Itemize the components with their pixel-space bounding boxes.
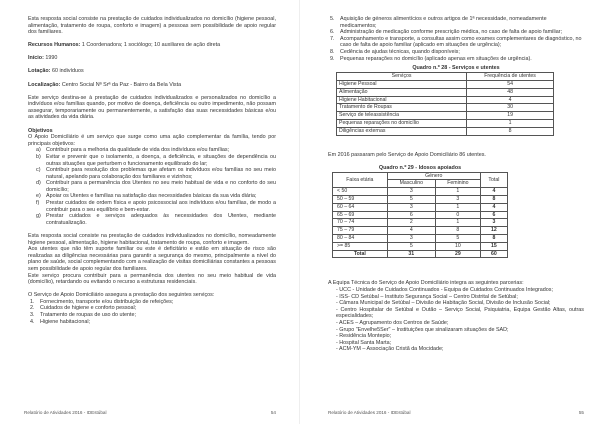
table-total-row: Total 31 29 60 bbox=[333, 250, 508, 258]
table-row: 75 – 79 4 8 12 bbox=[333, 227, 508, 235]
column-header: Feminino bbox=[435, 180, 480, 188]
table-row: Tratamento de Roupas 30 bbox=[337, 104, 554, 112]
services-list-right bbox=[328, 16, 584, 62]
list-item: - UCC - Unidade de Cuidados Continuados - Equipa de Cuidados Continuados Integrados; bbox=[336, 286, 553, 293]
page-footer-left bbox=[24, 410, 276, 415]
partners-intro: A Equipa Técnica do Serviço de Apoio Domiciliário integra as seguintes parcerias: bbox=[328, 280, 524, 287]
table-header-row bbox=[333, 172, 508, 180]
column-header: Masculino bbox=[387, 180, 435, 188]
list-item: 2. Cuidados de higiene e conforto pessoal; bbox=[30, 305, 137, 312]
list-item: c) Contribuir para resolução dos problemas que afetam os indivíduos e/ou famílias no seu meio natural, apelando para colaboração dos familiares e vizinhos; bbox=[36, 167, 276, 180]
start-line bbox=[28, 55, 276, 62]
list-item: - Residência Montepio; bbox=[336, 333, 392, 340]
list-item: - ISS- CD Setúbal – Instituto Segurança Social – Centro Distrital de Setúbal; bbox=[336, 293, 518, 300]
services-table bbox=[336, 72, 554, 135]
capacity-value: 60 indivíduos bbox=[50, 68, 84, 75]
list-item: 8. Cedência de ajudas técnicas, quando disponíveis; bbox=[330, 48, 460, 55]
table-row: 65 – 69 6 0 6 bbox=[333, 211, 508, 219]
services-list-left bbox=[28, 299, 276, 325]
list-item: 5. Aquisição de géneros alimentícios e outros artigos de 1ª necessidade, nomeadamente medicamentos; bbox=[330, 16, 547, 29]
start-value: 1990 bbox=[43, 55, 58, 62]
table-row: 60 – 64 3 1 4 bbox=[333, 203, 508, 211]
location-value: Centro Social Nª Srª da Paz - Bairro da Bela Vista bbox=[60, 81, 182, 88]
list-item: g) Prestar cuidados e serviços adequados às necessidades dos Utentes, mediante contratualização. bbox=[36, 213, 276, 226]
capacity-label: Lotação: bbox=[28, 68, 51, 75]
list-item: - Câmara Municipal de Setúbal – Divisão de Habitação Social, Divisão de Inclusão Social; bbox=[336, 300, 551, 307]
list-item: a) Contribuir para a melhoria da qualidade de vida dos indivíduos e/ou famílias; bbox=[36, 147, 230, 154]
human-resources-line bbox=[28, 42, 276, 49]
table-row: 80 – 84 3 5 8 bbox=[333, 235, 508, 243]
table-row: Higiene Habitacional 4 bbox=[337, 96, 554, 104]
start-label: Início: bbox=[28, 55, 44, 62]
column-header: Serviços bbox=[337, 73, 467, 81]
table-row: 70 – 74 2 1 3 bbox=[333, 219, 508, 227]
page-right bbox=[300, 0, 600, 424]
permanence-paragraph: Este serviço procura contribuir para a permanência dos utentes no seu meio habitual de vida (domicílio), retardando ou evitando o recurso a estruturas residenciais. bbox=[28, 272, 276, 286]
column-header: Faixa etária bbox=[333, 172, 388, 188]
list-item: 9. Pequenas reparações no domicílio (aplicado apenas em situações de urgência). bbox=[330, 55, 532, 62]
human-resources-value: 1 Coordenadora; 1 sociólogo; 10 auxiliares de ação direta bbox=[80, 42, 221, 49]
list-item: f) Prestar cuidados de ordem física e apoio psicossocial aos indivíduos e/ou famílias, de modo a contribuir para o seu equilíbrio e bem-estar. bbox=[36, 200, 276, 213]
table-row: >= 85 5 10 15 bbox=[333, 242, 508, 250]
service-description-paragraph: Este serviço destina-se à prestação de cuidados individualizados e personalizados no domicílio a indivíduos e/ou famílias quando, por motivo de doença, deficiência ou outro impedimento, não possam assegurar, temporariamente ou permanentemente, a satisfação das suas necessidades básicas e/ou as atividades da vida diária. bbox=[28, 94, 276, 121]
intro-paragraph: Esta resposta social consiste na prestação de cuidados individualizados no domicílio (higiene pessoal, alimentação, tratamento de roupa, conforto e imagem) a pessoas sem possibilidade de apoio regular dos familiares. bbox=[28, 16, 276, 36]
list-item: e) Apoiar os Utentes e famílias na satisfação das necessidades básicas da sua vida diária; bbox=[36, 193, 257, 200]
partners-list bbox=[328, 287, 584, 353]
care-paragraph: Esta resposta social consiste na prestação de cuidados individualizados no domicílio, nomeadamente higiene pessoal, alimentação, higiene habitacional, tratamento de roupa, conforto e imagem. bbox=[28, 232, 276, 246]
risk-paragraph: Aos utentes que não têm suporte familiar ou este é deficitário e estão em situação de risco são realizadas as diligências necessárias para garantir a segurança do mesmo, principalmente a nível do plano de saúde, social complementando com a realização de visitas domiciliárias constantes a pessoas sem possibilidade de apoio regular dos familiares. bbox=[28, 246, 276, 272]
table-row: Serviço de teleassistência 19 bbox=[337, 112, 554, 120]
footer-text: Relatório de Atividades 2016 - IDEstúbal bbox=[24, 410, 107, 415]
page-number: 54 bbox=[270, 410, 276, 415]
table-29-caption: Quadro n.º 29 - Idosos apoiados bbox=[378, 164, 462, 171]
table-28-caption: Quadro n.º 28 - Serviços e utentes bbox=[412, 65, 500, 72]
table-row: 50 – 59 5 3 8 bbox=[333, 196, 508, 204]
objectives-intro: O Apoio Domiciliário é um serviço que surge como uma ação complementar da família, tendo por principais objetivos: bbox=[28, 134, 276, 147]
list-item: - ACES – Agrupamento dos Centros de Saúde; bbox=[336, 319, 449, 326]
list-item: 3. Tratamento de roupas de uso do utente; bbox=[30, 311, 136, 318]
list-item: d) Contribuir para a permanência dos Utentes no seu meio habitual de vida e no conforto do seu domicílio; bbox=[36, 180, 276, 193]
column-header: Total bbox=[480, 172, 507, 188]
list-item: - ACM-YM – Associação Cristã da Mocidade; bbox=[336, 346, 444, 353]
table-row: Higiene Pessoal 54 bbox=[337, 80, 554, 88]
table-row: Pequenas reparações no domicílio 1 bbox=[337, 119, 554, 127]
elderly-table bbox=[332, 172, 508, 259]
list-item: 7. Acompanhamento e transporte, a consultas assim como exames complementares de diagnóstico, no caso de falta de apoio familiar (aplicado em situações de urgência); bbox=[330, 35, 582, 49]
footer-text: Relatório de Atividades 2016 - IDEstúbal bbox=[328, 410, 411, 415]
column-header: Frequência de utentes bbox=[467, 73, 554, 81]
list-item: - Grupo "Envelhe5Ser" – Instituições que sinalizaram situações de SAD; bbox=[336, 326, 509, 333]
list-item: 1. Fornecimento, transporte e/ou distribuição de refeições; bbox=[30, 298, 174, 305]
list-item: - Hospital Santa Marta; bbox=[336, 339, 392, 346]
location-label: Localização: bbox=[28, 81, 61, 88]
list-item: - Centro Hospitalar de Setúbal e Outão – Serviço Social, Psiquiatria, Equipa Gestão Altas, outras especialidades; bbox=[336, 306, 584, 320]
capacity-line bbox=[28, 68, 276, 75]
page-number: 55 bbox=[578, 410, 584, 415]
column-header: Género bbox=[387, 172, 480, 180]
table-row: < 50 3 1 4 bbox=[333, 188, 508, 196]
list-item: b) Evitar e prevenir que o isolamento, a doença, a deficiência, e situações de dependência ou outras situações que perturbem o funcionamento equilibrado do lar; bbox=[36, 153, 276, 167]
page-footer-right bbox=[328, 410, 584, 415]
table-row: Alimentação 48 bbox=[337, 88, 554, 96]
objectives-list bbox=[28, 147, 276, 226]
location-line bbox=[28, 82, 276, 89]
list-item: 6. Administração de medicação conforme prescrição médica, no caso de falta de apoio familiar; bbox=[330, 29, 563, 36]
objectives-heading: Objetivos bbox=[28, 127, 53, 134]
services-intro: O Serviço de Apoio Domiciliário assegura a prestação dos seguintes serviços: bbox=[28, 292, 215, 299]
human-resources-label: Recursos Humanos: bbox=[28, 42, 81, 49]
table-row: Diligências externas 8 bbox=[337, 127, 554, 135]
users-2016-paragraph: Em 2016 passaram pelo Serviço de Apoio Domiciliário 86 utentes. bbox=[328, 151, 486, 158]
table-header-row bbox=[337, 73, 554, 81]
list-item: 4. Higiene habitacional; bbox=[30, 318, 91, 325]
